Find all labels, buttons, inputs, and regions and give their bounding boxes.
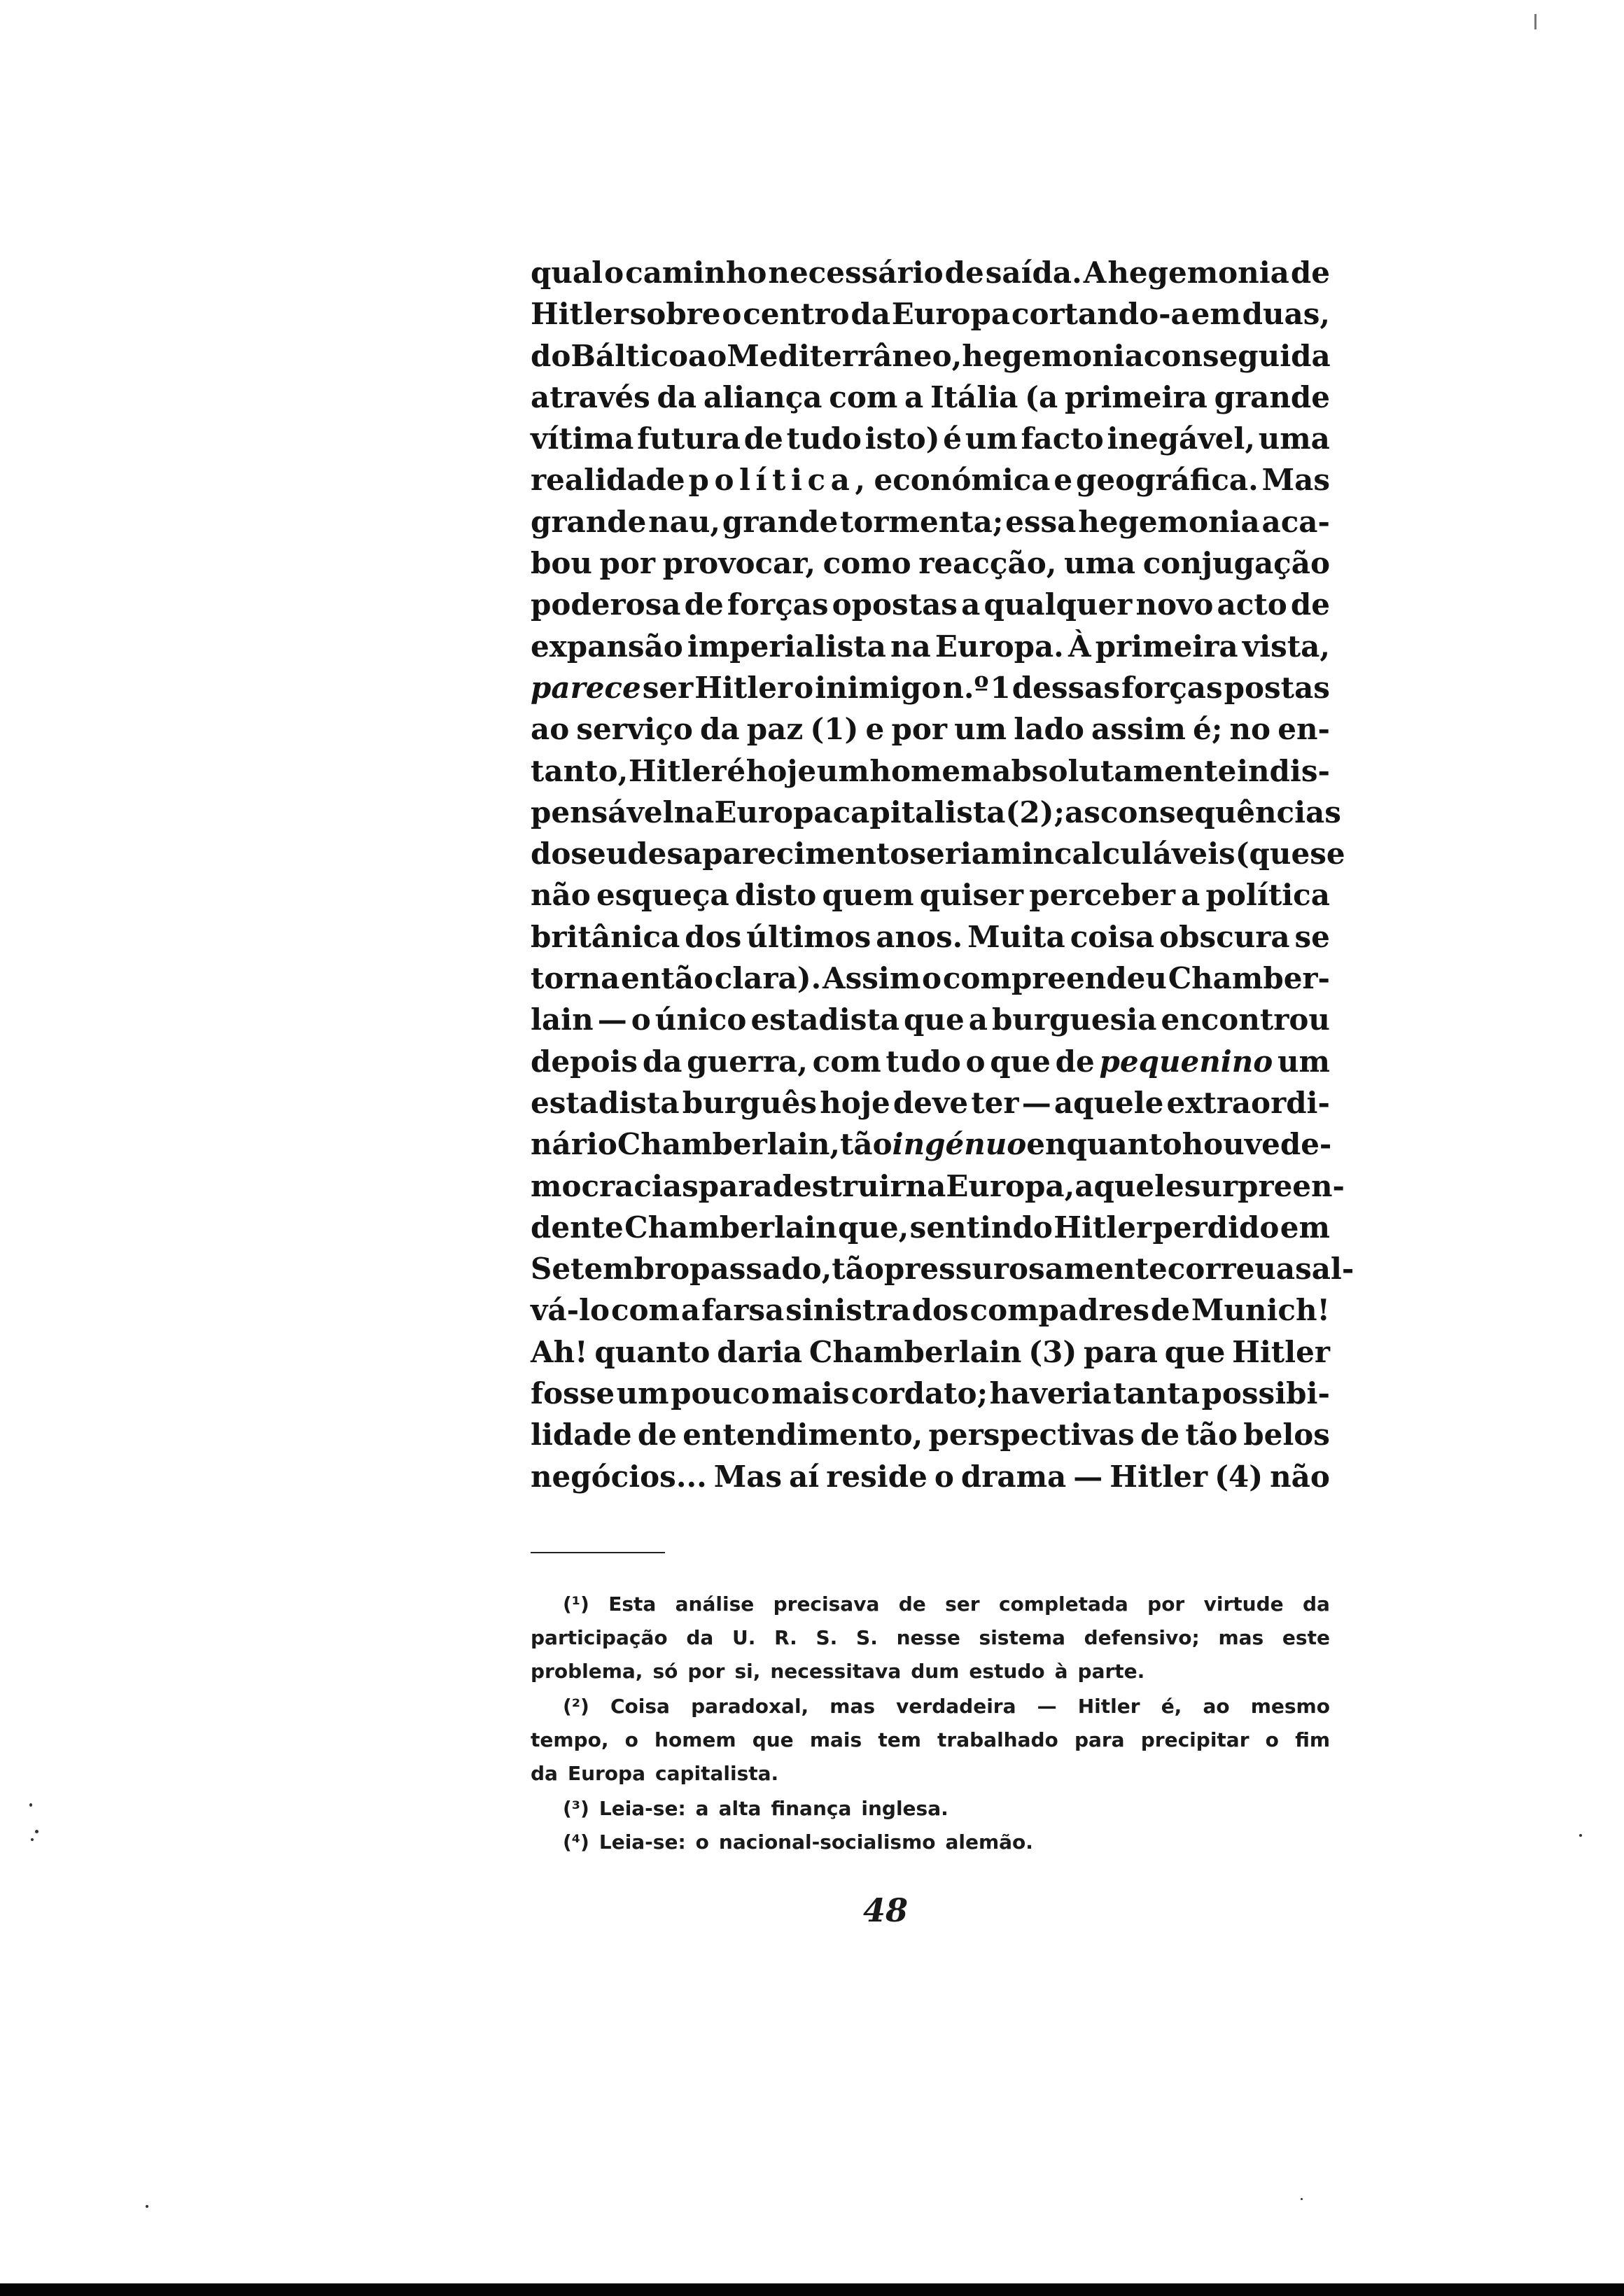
scan-speck: [1301, 2198, 1303, 2200]
footnote-line: participação da U. R. S. S. nesse sistema defensivo; mas este: [531, 1626, 1330, 1649]
text-line: fosse um pouco mais cordato; haveria tanta possibi-: [531, 1376, 1330, 1411]
text-line: vítima futura de tudo isto) é um facto inegável, uma: [531, 421, 1330, 456]
footnote-line: problema, só por si, necessitava dum estudo à parte.: [531, 1660, 1145, 1683]
footnotes: [531, 1588, 1330, 1859]
scan-speck: [146, 2205, 148, 2208]
text-line: do seu desaparecimento seriam incalculáveis (que se: [531, 836, 1345, 872]
text-line: nário Chamberlain, tão ingénuo enquanto houve de-: [531, 1127, 1332, 1162]
text-line: negócios... Mas aí reside o drama — Hitler (4) não: [531, 1459, 1330, 1494]
text-line: lain — o único estadista que a burguesia encontrou: [531, 1002, 1330, 1037]
scan-speck: [31, 1838, 34, 1841]
footnote-line: (¹) Esta análise precisava de ser completada por virtude da: [563, 1592, 1330, 1616]
footnote-separator: [531, 1552, 665, 1553]
text-line: através da aliança com a Itália (a primeira grande: [531, 379, 1330, 414]
text-line: qual o caminho necessário de saída. A hegemonia de: [531, 255, 1330, 290]
scan-speck: [29, 1803, 32, 1807]
footnote-line: da Europa capitalista.: [531, 1762, 779, 1785]
text-line: do Báltico ao Mediterrâneo, hegemonia conseguida: [531, 338, 1331, 373]
footnote-line: (⁴) Leia-se: o nacional-socialismo alemão.: [563, 1830, 1033, 1854]
text-line: vá-lo com a farsa sinistra dos compadres de Munich!: [531, 1293, 1330, 1328]
text-line: britânica dos últimos anos. Muita coisa obscura se: [531, 919, 1330, 954]
text-line: ao serviço da paz (1) e por um lado assim é; no en-: [531, 712, 1330, 747]
text-line: Ah! quanto daria Chamberlain (3) para que Hitler: [531, 1334, 1330, 1369]
footnote-line: tempo, o homem que mais tem trabalhado para precipitar o fim: [531, 1728, 1330, 1751]
text-line: expansão imperialista na Europa. À primeira vista,: [531, 629, 1330, 664]
text-line: Setembro passado, tão pressurosamente correu a sal-: [531, 1252, 1354, 1287]
text-line: não esqueça disto quem quiser perceber a política: [531, 878, 1330, 913]
scan-edge-bar: [0, 2283, 1624, 2296]
text-line: parece ser Hitler o inimigo n.º 1 dessas forças postas: [531, 670, 1330, 705]
scan-speck: [35, 1830, 38, 1833]
text-line: dente Chamberlain que, sentindo Hitler perdido em: [531, 1210, 1330, 1245]
text-line: depois da guerra, com tudo o que de pequenino um: [531, 1044, 1330, 1079]
text-line: estadista burguês hoje deve ter — aquele extraordi-: [531, 1085, 1330, 1120]
text-line: pensável na Europa capitalista (2); as consequências: [531, 794, 1341, 830]
footnote-line: (²) Coisa paradoxal, mas verdadeira — Hitler é, ao mesmo: [563, 1695, 1330, 1718]
text-line: lidade de entendimento, perspectivas de tão belos: [531, 1418, 1330, 1452]
text-line: torna então clara). Assim o compreendeu Chamber-: [531, 961, 1330, 996]
scan-speck: [1579, 1834, 1582, 1837]
text-line: tanto, Hitler é hoje um homem absolutamente indis-: [531, 753, 1330, 788]
text-line: Hitler sobre o centro da Europa cortando-a em duas,: [531, 297, 1330, 332]
scan-speck: [1534, 14, 1536, 29]
text-line: poderosa de forças opostas a qualquer novo acto de: [531, 587, 1330, 622]
text-line: realidade política, económica e geográfica. Mas: [531, 463, 1330, 498]
text-line: grande nau, grande tormenta; essa hegemonia aca-: [531, 504, 1330, 539]
footnote-line: (³) Leia-se: a alta finança inglesa.: [563, 1797, 948, 1820]
text-line: mocracias para destruir na Europa, aquele surpreen-: [531, 1168, 1345, 1203]
body-text: [531, 252, 1354, 1497]
page-number: 48: [862, 1891, 908, 1929]
text-line: bou por provocar, como reacção, uma conjugação: [531, 546, 1330, 581]
